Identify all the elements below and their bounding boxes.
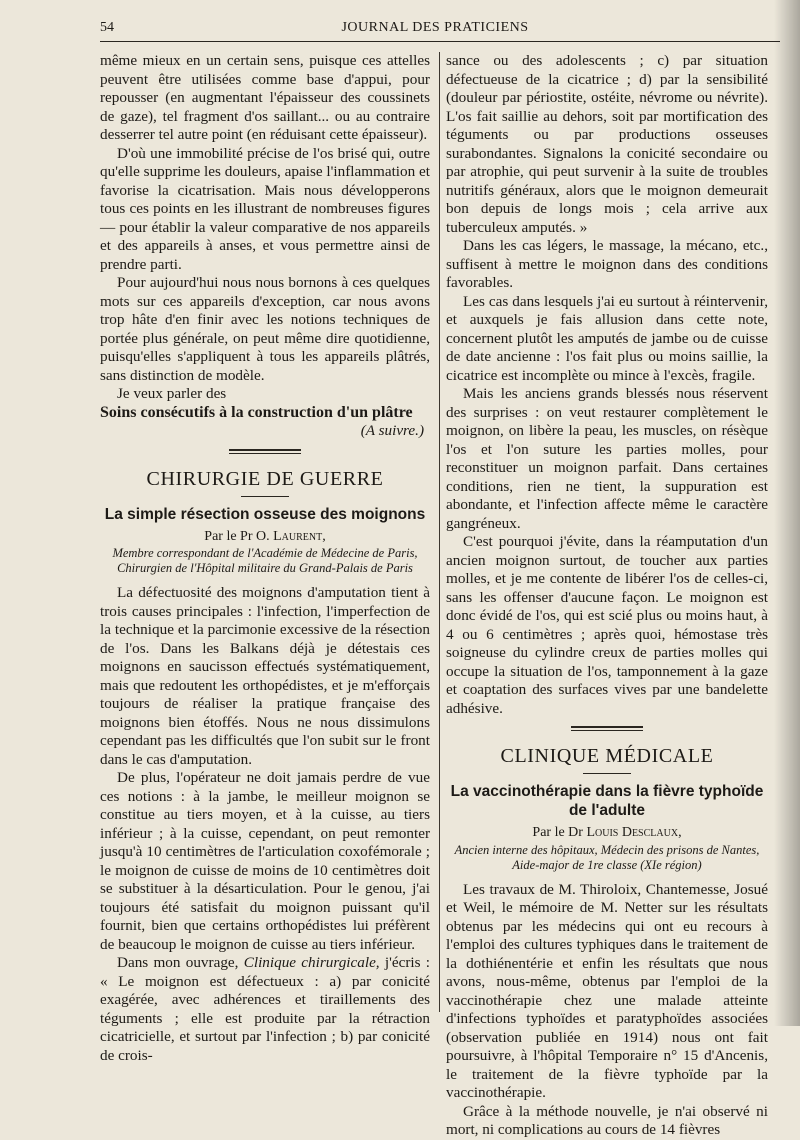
paragraph: De plus, l'opérateur ne doit jamais perdre de vue ces notions : à la jambe, le meilleur moignon se constitue au tiers moyen, et à la cuisse, au tiers inférieur ; à la cuisse, cependant, on peut remonter jusqu'à 10 centimètres de l'articulation coxofémorale ; le moignon de cuisse de moins de 10 centimètres doit se substituer à la désarticulation. Pour le genou, j'ai toujours été satisfait du moignon puissant qu'il fournit, bien que certains orthopédistes lui préfèrent de beaucoup le moignon de cuisse au tiers inférieur. bbox=[100, 769, 430, 953]
paragraph: La défectuosité des moignons d'amputation tient à trois causes principales : l'infection, l'imperfection de la technique et la parcimonie excessive de la résection de l'os. Dans les Balkans déjà je détestais ces moignons en saucisson effectués systématiquement, mais que redoutent les orthopédistes, et je m'efforçais toujours de réaliser la pratique française des moignons bien étoffés. Nous ne nous dissimulons cependant pas les difficultés que l'on subit sur le front dans le cas d'amputation. bbox=[100, 584, 430, 768]
article-title: La vaccinothérapie dans la fièvre typhoïde de l'adulte bbox=[450, 783, 764, 819]
author-affiliation: Membre correspondant de l'Académie de Médecine de Paris, bbox=[112, 546, 418, 560]
section-divider bbox=[571, 726, 643, 731]
byline-prefix: Par le Dr bbox=[532, 825, 583, 840]
running-header bbox=[100, 20, 770, 40]
paragraph: C'est pourquoi j'évite, dans la réamputation d'un ancien moignon surtout, de toucher aux parties molles, et je me contente de libérer l'os de celles-ci, sans les offenser d'aucune façon. Le moignon est donc évidé de l'os, qui est scié plus ou moins haut, à 4 ou 6 centimètres ; après quoi, hémostase très soigneuse du cylindre creux de parties molles qui occupe la situation de l'os, tamponnement à la gaze et coaptation des surfaces vives par une bandelette adhésive. bbox=[446, 533, 768, 717]
section-title: CHIRURGIE DE GUERRE bbox=[146, 467, 384, 490]
author-affiliation: Chirurgien de l'Hôpital militaire du Grand-Palais de Paris bbox=[117, 561, 413, 575]
left-column bbox=[100, 52, 430, 1064]
paragraph: sance ou des adolescents ; c) par situation défectueuse de la cicatrice ; d) par la sensibilité (douleur par périostite, ostéite, névrome ou névrite). L'os fait saillie au dehors, soit par mortification des téguments ou par productions osseuses surabondantes. Signalons la conicité secondaire ou par atrophie, qui peut survenir à la suite de troubles nutritifs généraux, alors que le moignon demeurait bon depuis de longs mois ; cela arrive aux tuberculeux amputés. » bbox=[446, 52, 768, 236]
paragraph: Grâce à la méthode nouvelle, je n'ai observé ni mort, ni complications au cours de 14 fièvres bbox=[446, 1102, 768, 1138]
author-name: O. Laurent, bbox=[256, 528, 326, 544]
author-affiliation: Aide-major de 1re classe (XIe région) bbox=[512, 857, 702, 872]
right-column bbox=[446, 52, 768, 1138]
page-number: 54 bbox=[100, 20, 114, 35]
paragraph: Les travaux de M. Thiroloix, Chantemesse, Josué et Weil, le mémoire de M. Netter sur les résultats obtenus par les médecins qui ont eu recours à l'emploi des cultures typhiques dans le traitement de la dothiénentérie et enfin les résultats que nous avons, nous-même, obtenus par l'emploi de la vaccinothérapie chez une malade atteinte d'infections typhoïdes et paratyphoïdes associées (observation publiée en 1914) nous ont fait poursuivre, à l'hôpital Temporaire n° 15 d'Ancenis, le traitement de la fièvre typhoïde par la vaccinothérapie. bbox=[446, 880, 768, 1101]
paragraph bbox=[100, 954, 430, 1065]
author-affiliation: Ancien interne des hôpitaux, Médecin des prisons de Nantes, bbox=[454, 842, 760, 857]
paragraph: même mieux en un certain sens, puisque ces attelles peuvent être utilisées comme base d'appui, pour repousser (en augmentant l'épaisseur des coussinets de gaze), tel fragment d'os saillant... ou au contraire desserrer tel autre point (en réduisant cette épaisseur). bbox=[100, 52, 430, 143]
text-run: j'écris : « Le moignon est défectueux : a) par conicité exagérée, avec adhérences et tiraillements des téguments ; elle est produite par la rétraction cicatricielle, et surtout par l'infection ; b) par conicité de crois- bbox=[100, 954, 430, 1064]
header-rule bbox=[100, 41, 780, 42]
paragraph: Mais les anciens grands blessés nous réservent des surprises : on veut restaurer complètement le moignon, on libère la peau, les muscles, on résèque l'os et l'on suture les parties molles, pour reconstituer un moignon parfait. Dans certaines conditions, rien ne tient, la suppuration est abondante, et l'infection affecte même le caractère gangréneux. bbox=[446, 385, 768, 532]
subheading: Soins consécutifs à la construction d'un plâtre bbox=[100, 403, 413, 421]
continued-note: (A suivre.) bbox=[360, 422, 424, 439]
byline-prefix: Par le Pr bbox=[204, 528, 253, 544]
binding-shadow bbox=[774, 0, 800, 1026]
title-rule bbox=[241, 496, 289, 497]
article-title: La simple résection osseuse des moignons bbox=[104, 505, 426, 523]
author-name: Louis Desclaux, bbox=[586, 825, 682, 840]
paragraph: Je veux parler des bbox=[117, 385, 227, 402]
journal-title: JOURNAL DES PRATICIENS bbox=[341, 20, 529, 35]
byline bbox=[446, 824, 768, 843]
byline bbox=[100, 528, 430, 547]
title-rule bbox=[583, 773, 631, 774]
text-run: Dans mon ouvrage, bbox=[117, 954, 239, 971]
paragraph: Pour aujourd'hui nous nous bornons à ces quelques mots sur ces appareils d'exception, car nous avons trop hâte d'en finir avec les notions techniques de portée plus générale, on peut même dire quotidienne, puisqu'elles s'appliquent à tous les appareils plâtrés, sans distinction de modèle. bbox=[100, 274, 430, 384]
column-divider bbox=[439, 52, 440, 1012]
paragraph: Les cas dans lesquels j'ai eu surtout à réintervenir, et auxquels je fais allusion dans cette note, concernent plutôt les amputés de jambe ou de cuisse de date ancienne : l'os fait plus ou moins saillie, la cicatrice est incomplète ou mince à l'excès, fragile. bbox=[446, 292, 768, 384]
section-title: CLINIQUE MÉDICALE bbox=[500, 745, 714, 767]
paragraph: D'où une immobilité précise de l'os brisé qui, outre qu'elle supprime les douleurs, apaise l'inflammation et favorise la cicatrisation. Mais nous développerons tous ces points en les illustrant de nombreuses figures — pour établir la valeur comparative de nos appareils et des appareils à anses, et vous permettre ainsi de prendre parti. bbox=[100, 144, 430, 273]
book-title: Clinique chirurgicale, bbox=[243, 954, 380, 971]
section-divider bbox=[229, 449, 301, 454]
paragraph: Dans les cas légers, le massage, la mécano, etc., suffisent à mettre le moignon dans des conditions favorables. bbox=[446, 237, 768, 291]
